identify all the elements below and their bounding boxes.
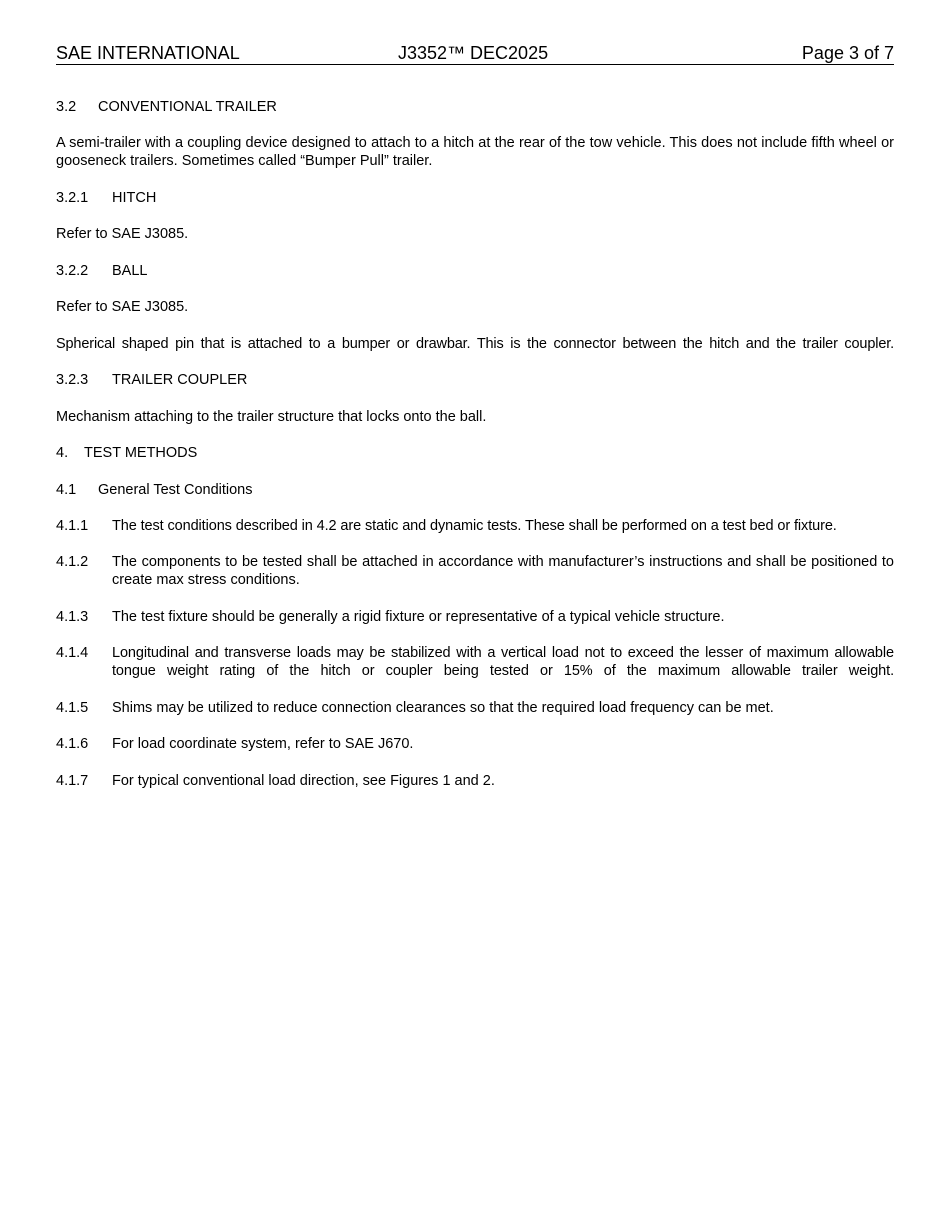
- header-page-number: Page 3 of 7: [801, 43, 894, 63]
- item-number: 4.1.4: [56, 645, 89, 661]
- item-text: Longitudinal and transverse loads may be stabilized with a vertical load not to exceed the lesser of maximum allowable tongue weight rating of the hitch or coupler being tested or 15% of the maximum allowable trailer weight.: [112, 645, 894, 679]
- section-heading-3-2-3: [56, 371, 247, 389]
- section-heading-3-2: [56, 98, 277, 116]
- section-3-2-2-paragraph-2: Spherical shaped pin that is attached to a bumper or drawbar. This is the connector between the hitch and the trailer coupler.: [56, 336, 894, 352]
- section-3-2-paragraph: A semi-trailer with a coupling device designed to attach to a hitch at the rear of the tow vehicle. This does not include fifth wheel or gooseneck trailers. Sometimes called “Bumper Pull” trailer.: [56, 135, 894, 169]
- section-heading-4: [56, 444, 197, 462]
- section-heading-4-1: [56, 481, 253, 499]
- list-item-4-1-5: [56, 699, 894, 717]
- section-heading-3-2-1: [56, 189, 156, 207]
- item-text: For typical conventional load direction, see Figures 1 and 2.: [112, 773, 495, 789]
- section-title: CONVENTIONAL TRAILER: [98, 99, 277, 115]
- page-header: [56, 42, 894, 65]
- header-organization: SAE INTERNATIONAL: [56, 43, 240, 63]
- item-text: The components to be tested shall be attached in accordance with manufacturer’s instructions and shall be positioned to create max stress conditions.: [112, 554, 894, 588]
- item-number: 4.1.1: [56, 518, 89, 534]
- item-text: Shims may be utilized to reduce connection clearances so that the required load frequency can be met.: [112, 700, 774, 716]
- item-number: 4.1.2: [56, 554, 89, 570]
- section-number: 4.: [56, 445, 69, 461]
- document-page: [56, 42, 894, 789]
- section-title: General Test Conditions: [98, 482, 253, 498]
- item-text: The test fixture should be generally a rigid fixture or representative of a typical vehicle structure.: [112, 609, 725, 625]
- section-number: 3.2.1: [56, 190, 89, 206]
- list-item-4-1-2: [56, 553, 894, 589]
- item-number: 4.1.3: [56, 609, 89, 625]
- item-text: For load coordinate system, refer to SAE J670.: [112, 736, 414, 752]
- item-number: 4.1.5: [56, 700, 89, 716]
- section-title: TRAILER COUPLER: [112, 372, 248, 388]
- list-item-4-1-7: [56, 772, 894, 790]
- section-number: 4.1: [56, 482, 77, 498]
- section-3-2-1-paragraph: Refer to SAE J3085.: [56, 226, 189, 242]
- header-document-id: J3352™ DEC2025: [398, 43, 549, 63]
- section-heading-3-2-2: [56, 262, 147, 280]
- section-3-2-3-paragraph: Mechanism attaching to the trailer structure that locks onto the ball.: [56, 409, 487, 425]
- list-item-4-1-4: [56, 644, 894, 680]
- item-text: The test conditions described in 4.2 are static and dynamic tests. These shall be performed on a test bed or fixture.: [112, 518, 837, 534]
- list-item-4-1-3: [56, 608, 894, 626]
- section-number: 3.2.3: [56, 372, 89, 388]
- section-title: TEST METHODS: [84, 445, 198, 461]
- item-number: 4.1.6: [56, 736, 89, 752]
- section-title: BALL: [112, 263, 148, 279]
- section-number: 3.2.2: [56, 263, 89, 279]
- section-number: 3.2: [56, 99, 77, 115]
- list-item-4-1-6: [56, 735, 894, 753]
- section-3-2-2-paragraph-1: Refer to SAE J3085.: [56, 299, 189, 315]
- item-number: 4.1.7: [56, 773, 89, 789]
- list-item-4-1-1: [56, 517, 894, 535]
- section-title: HITCH: [112, 190, 157, 206]
